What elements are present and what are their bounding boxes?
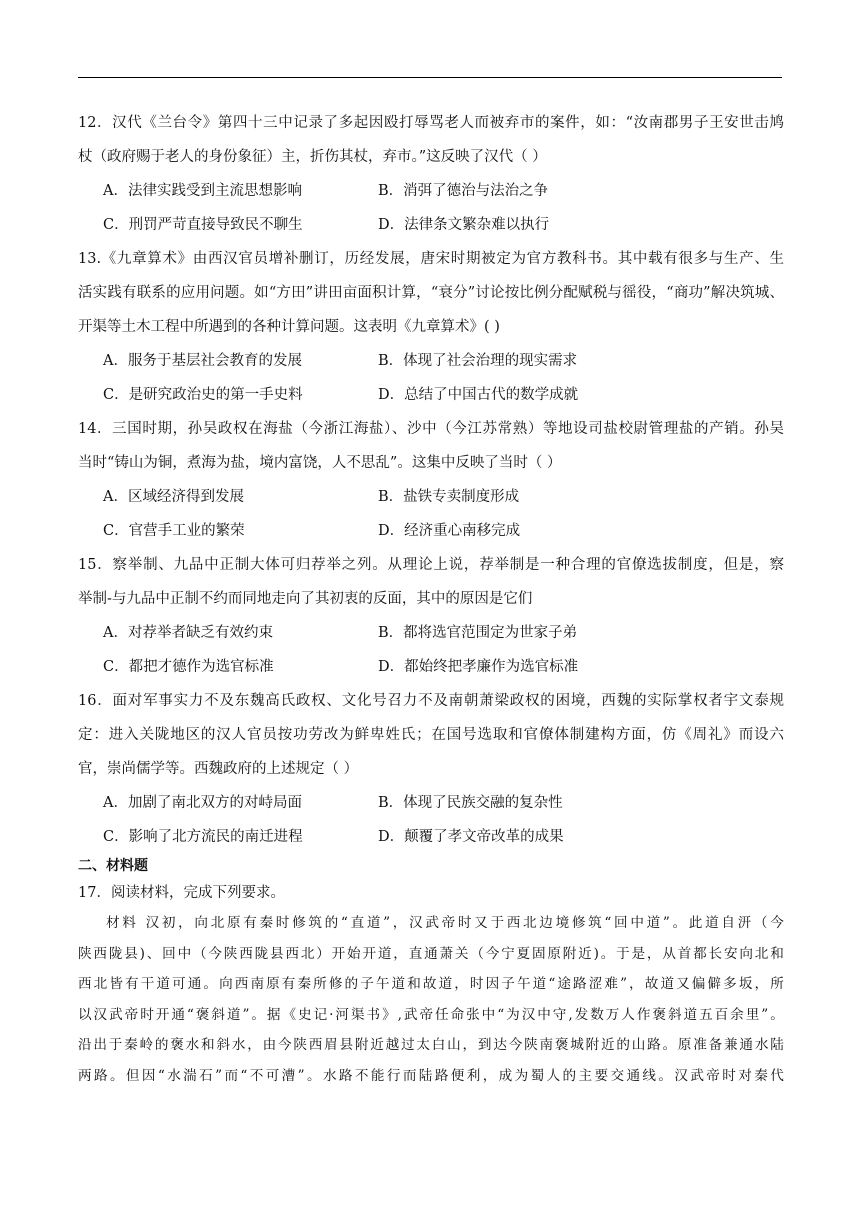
option-c: C．是研究政治史的第一手史料 xyxy=(103,387,303,403)
material-line: 陕西陇县)、回中（今陕西陇县西北）开始开道，直通萧关（今宁夏固原附近)。于是，从首都长安向北和 xyxy=(78,945,784,962)
option-b: B．消弭了德治与法治之争 xyxy=(378,183,549,199)
question-stem-line: 举制-与九品中正制不约而同地走向了其初衷的反面，其中的原因是它们 xyxy=(78,591,533,607)
option-d: D．颠覆了孝文帝改革的成果 xyxy=(378,829,564,845)
question-stem-line: 定：进入关陇地区的汉人官员按功劳改为鲜卑姓氏；在国号选取和官僚体制建构方面，仿《周礼》而设六 xyxy=(78,727,784,743)
question-stem-line: 杖（政府赐于老人的身份象征）主，折伤其杖，弃市。”这反映了汉代（ ） xyxy=(78,149,547,165)
options-row xyxy=(78,344,784,378)
option-a: A．法律实践受到主流思想影响 xyxy=(103,183,302,199)
option-a: A．对荐举者缺乏有效约束 xyxy=(103,625,273,641)
section-title: 二、材料题 xyxy=(78,858,148,874)
option-c: C．影响了北方流民的南迁进程 xyxy=(103,829,303,845)
material-line: 以汉武帝时开通“褒斜道”。据《史记·河渠书》,武帝任命张中“为汉中守,发数万人作褒斜道五百余里”。 xyxy=(78,1006,784,1023)
question-stem-line: 16．面对军事实力不及东魏高氏政权、文化号召力不及南朝萧梁政权的困境，西魏的实际掌权者宇文泰规 xyxy=(78,693,784,709)
options-row xyxy=(78,820,784,854)
question-stem-line: 当时“铸山为铜，煮海为盐，境内富饶，人不思乱”。这集中反映了当时（ ） xyxy=(78,455,562,471)
question-14 xyxy=(78,412,784,548)
option-d: D．都始终把孝廉作为选官标准 xyxy=(378,659,579,675)
options-row xyxy=(78,480,784,514)
option-b: B．盐铁专卖制度形成 xyxy=(378,489,520,505)
header-rule xyxy=(78,77,782,78)
option-a: A．加剧了南北双方的对峙局面 xyxy=(103,795,302,811)
option-d: D．总结了中国古代的数学成就 xyxy=(378,387,579,403)
options-row xyxy=(78,514,784,548)
option-b: B．体现了民族交融的复杂性 xyxy=(378,795,563,811)
question-13 xyxy=(78,242,784,412)
question-stem-line: 12．汉代《兰台令》第四十三中记录了多起因殴打辱骂老人而被弃市的案件，如：“汝南郡男子王安世击鸠 xyxy=(78,115,784,131)
option-c: C．都把才德作为选官标准 xyxy=(103,659,274,675)
option-a: A．区域经济得到发展 xyxy=(103,489,244,505)
question-12 xyxy=(78,106,784,242)
option-c: C．官营手工业的繁荣 xyxy=(103,523,245,539)
options-row xyxy=(78,174,784,208)
options-row xyxy=(78,208,784,242)
exam-content xyxy=(78,106,784,1091)
options-row xyxy=(78,650,784,684)
options-row xyxy=(78,616,784,650)
option-b: B．都将选官范围定为世家子弟 xyxy=(378,625,578,641)
question-16 xyxy=(78,684,784,854)
option-c: C．刑罚严苛直接导致民不聊生 xyxy=(103,217,303,233)
question-stem-line: 14．三国时期，孙吴政权在海盐（今浙江海盐）、沙中（今江苏常熟）等地设司盐校尉管理盐的产销。孙吴 xyxy=(78,421,784,437)
options-row xyxy=(78,378,784,412)
material-line: 两路。但因“水湍石”而“不可漕”。水路不能行而陆路便利，成为蜀人的主要交通线。汉武帝时对秦代 xyxy=(78,1067,784,1084)
question-stem-line: 官，崇尚儒学等。西魏政府的上述规定（ ） xyxy=(78,761,359,777)
question-stem-line: 13.《九章算术》由西汉官员增补删订，历经发展，唐宋时期被定为官方教科书。其中载有很多与生产、生 xyxy=(78,251,784,267)
question-stem-line: 15．察举制、九品中正制大体可归荐举之列。从理论上说，荐举制是一种合理的官僚选拔制度，但是，察 xyxy=(78,557,784,573)
material-line: 沿出于秦岭的褒水和斜水，由今陕西眉县附近越过太白山，到达今陕南褒城附近的山路。原准备兼通水陆 xyxy=(78,1037,784,1053)
option-d: D．经济重心南移完成 xyxy=(378,523,521,539)
material-passage xyxy=(78,908,784,1091)
option-a: A．服务于基层社会教育的发展 xyxy=(103,353,302,369)
question-stem-line: 开渠等土木工程中所遇到的各种计算问题。这表明《九章算术》( ) xyxy=(78,319,500,335)
question-stem-line: 活实践有联系的应用问题。如“方田”讲田亩面积计算，“衰分”讨论按比例分配赋税与徭役，“商功”解决筑城、 xyxy=(78,285,784,301)
material-line: 西北皆有干道可通。向西南原有秦所修的子午道和故道，时因子午道“途路涩难”，故道又偏僻多坂，所 xyxy=(78,976,784,992)
question-17-prompt: 17．阅读材料，完成下列要求。 xyxy=(78,885,285,901)
option-b: B．体现了社会治理的现实需求 xyxy=(378,353,578,369)
material-line: 材料 汉初，向北原有秦时修筑的“直道”，汉武帝时又于西北边境修筑“回中道”。此道自汧（今 xyxy=(106,915,784,931)
question-15 xyxy=(78,548,784,684)
option-d: D．法律条文繁杂难以执行 xyxy=(378,217,550,233)
options-row xyxy=(78,786,784,820)
